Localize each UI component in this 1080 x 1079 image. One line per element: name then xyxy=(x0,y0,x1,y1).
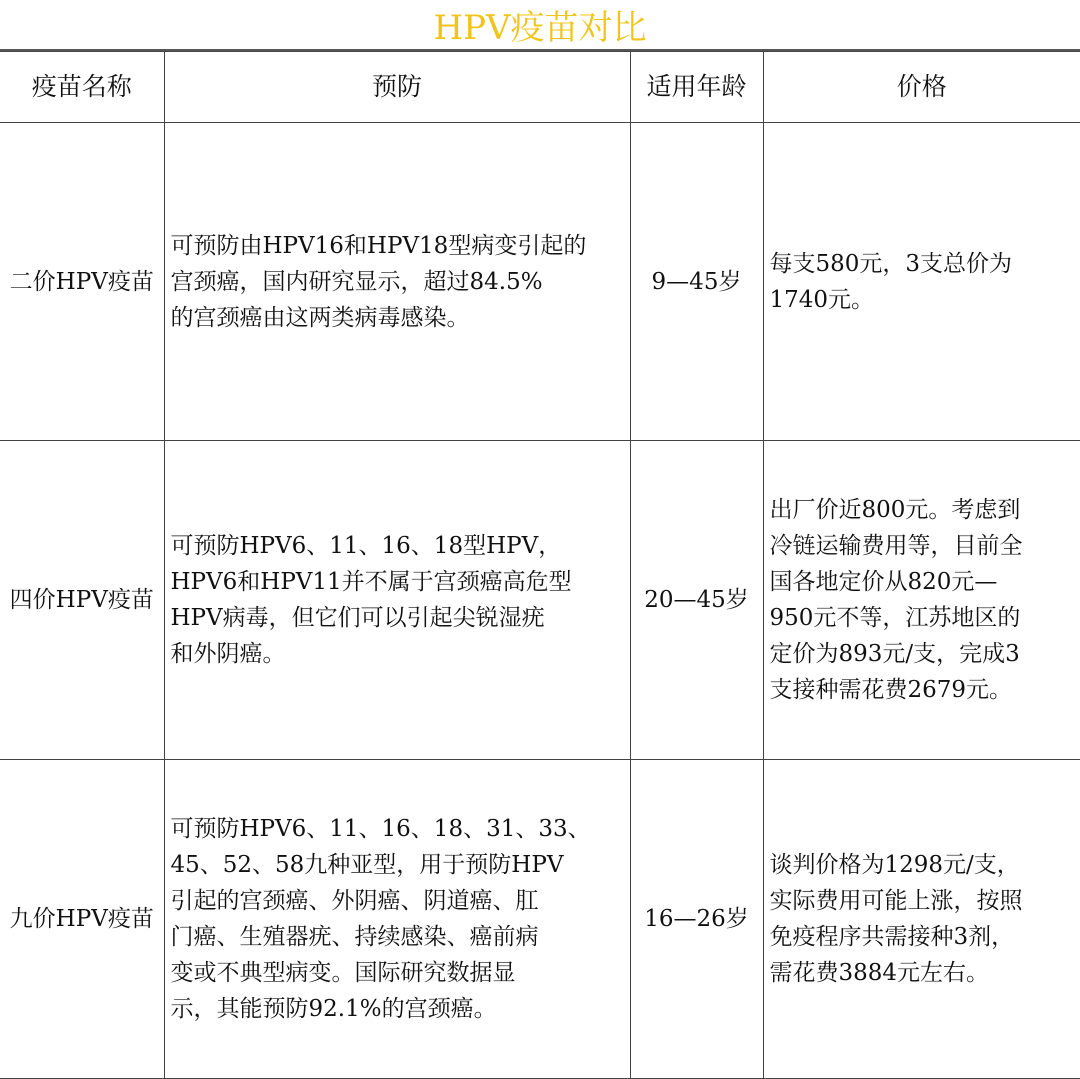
prevention-cell: 可预防HPV6、11、16、18型HPV， HPV6和HPV11并不属于宫颈癌高危型 HPV病毒，但它们可以引起尖锐湿疣 和外阴癌。 xyxy=(164,441,630,760)
header-vaccine-name: 疫苗名称 xyxy=(0,52,164,123)
age-cell: 16—26岁 xyxy=(630,760,763,1079)
age-cell: 20—45岁 xyxy=(630,441,763,760)
table-row xyxy=(0,441,1080,760)
table-title: HPV疫苗对比 xyxy=(0,0,1080,51)
header-prevention: 预防 xyxy=(164,52,630,123)
vaccine-name: 二价HPV疫苗 xyxy=(0,123,164,441)
table-row xyxy=(0,123,1080,441)
header-row xyxy=(0,52,1080,123)
hpv-comparison-table xyxy=(0,51,1080,1079)
vaccine-name: 四价HPV疫苗 xyxy=(0,441,164,760)
prevention-cell: 可预防HPV6、11、16、18、31、33、 45、52、58九种亚型，用于预防HPV 引起的宫颈癌、外阴癌、阴道癌、肛 门癌、生殖器疣、持续感染、癌前病 变或不典型病变。国际研究数据显 示，其能预防92.1%的宫颈癌。 xyxy=(164,760,630,1079)
price-cell: 谈判价格为1298元/支， 实际费用可能上涨，按照 免疫程序共需接种3剂， 需花费3884元左右。 xyxy=(763,760,1080,1079)
header-price: 价格 xyxy=(763,52,1080,123)
price-cell: 每支580元，3支总价为 1740元。 xyxy=(763,123,1080,441)
table-row xyxy=(0,760,1080,1079)
vaccine-name: 九价HPV疫苗 xyxy=(0,760,164,1079)
age-cell: 9—45岁 xyxy=(630,123,763,441)
prevention-cell: 可预防由HPV16和HPV18型病变引起的 宫颈癌，国内研究显示，超过84.5% 的宫颈癌由这两类病毒感染。 xyxy=(164,123,630,441)
header-age: 适用年龄 xyxy=(630,52,763,123)
price-cell: 出厂价近800元。考虑到 冷链运输费用等，目前全 国各地定价从820元— 950元不等，江苏地区的 定价为893元/支，完成3 支接种需花费2679元。 xyxy=(763,441,1080,760)
